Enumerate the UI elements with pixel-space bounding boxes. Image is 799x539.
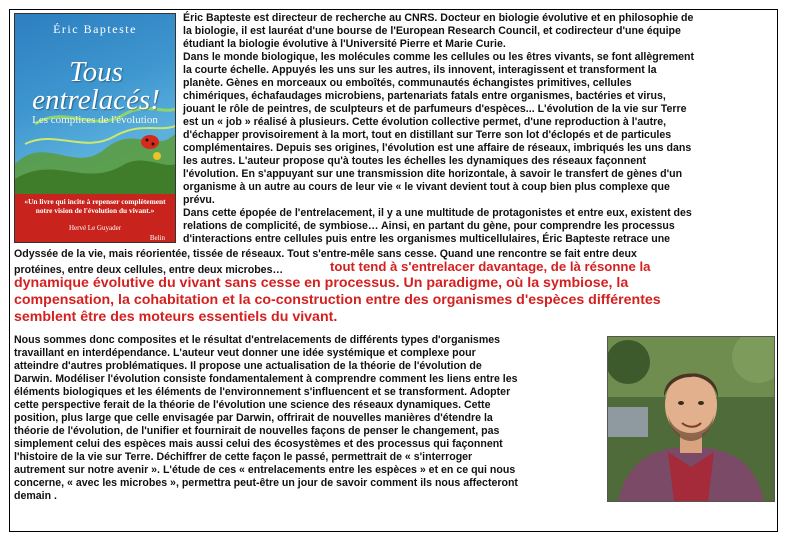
highlight-line: semblent être des moteurs essentiels du vivant. <box>14 309 338 325</box>
text-line: cette perspective ferait de la théorie de l'évolution une science des réseaux dynamiques. Cette <box>14 399 491 411</box>
text-line: simplement celui des espèces mais aussi celui des écosystèmes et des processus qui façonnent <box>14 438 503 450</box>
text-line: l'histoire de la vie sur Terre. Déchiffrer de cette façon le passé, permettrait de « s'interroger <box>14 451 473 463</box>
highlight-line: tout tend à s'entrelacer davantage, de là résonne la <box>330 259 651 274</box>
text-line: atteindre d'autres problématiques. Il propose une actualisation de la théorie de l'évolution de <box>14 360 482 372</box>
text-line: Darwin. Modéliser l'évolution consiste fondamentalement à comprendre comment les liens entre les <box>14 373 518 385</box>
text-line: prévu. <box>183 194 215 206</box>
text-line: Dans le monde biologique, les molécules comme les cellules ou les êtres vivants, se font allègrement <box>183 51 695 63</box>
text-line: Nous sommes donc composites et le résultat d'entrelacements de différents types d'organismes <box>14 334 501 346</box>
text-line: organisme à un autre au cours de leur vie « le vivant devient tout à coup bien plus complexe que <box>183 181 670 193</box>
cover-title-line2: entrelacés! <box>32 84 160 116</box>
text-line: d'interactions entre cellules puis entre les organismes multicellulaires, Éric Bapteste retrace une <box>183 233 671 245</box>
text-line: les autres. L'auteur propose qu'à toutes les échelles les dynamiques des réseaux façonnent <box>183 155 647 167</box>
text-line: Dans cette épopée de l'entrelacement, il y a une multitude de protagonistes et entre eux, existent des <box>183 207 692 219</box>
cover-publisher: Belin <box>149 234 165 242</box>
text-line: autrement sur notre avenir ». L'étude de ces « entrelacements entre les espèces » et en ce qui nous <box>14 464 516 476</box>
text-line: jouant le rôle de peintres, de sculpteurs et de parfumeurs d'espèces... L'évolution de la vie sur Terre <box>183 103 687 115</box>
text-line: travaillant en interdépendance. L'auteur veut donner une idée systémique et complexe pour <box>14 347 476 359</box>
text-line: Éric Bapteste est directeur de recherche au CNRS. Docteur en biologie évolutive et en philosophie de <box>183 12 694 24</box>
text-line: d'échapper provisoirement à la mort, tout en distillant sur Terre son lot d'éclopés et de particules <box>183 129 672 141</box>
portrait-illustration <box>608 337 774 501</box>
text-line: relations de complicité, de symbiose… Ainsi, en partant du gène, pour comprendre les processus <box>183 220 675 232</box>
text-line: la biologie, il est lauréat d'une bourse de l'European Research Council, et codirecteur d'une équipe <box>183 25 681 37</box>
text-line: éléments biologiques et les éléments de l'environnement s'influencent et se transforment. Adopter <box>14 386 511 398</box>
highlight-line: compensation, la cohabitation et la co-construction entre des organismes d'espèces différentes <box>14 292 661 308</box>
text-line: complémentaires. Depuis ses origines, l'évolution est une affaire de réseaux, imbriqués les uns dans <box>183 142 692 154</box>
text-line: Odyssée de la vie, mais réorientée, tissée de réseaux. Tout s'entre-mêle sans cesse. Quand une rencontre se fait entre deux <box>14 248 637 260</box>
cover-title <box>21 58 171 114</box>
text-line: planète. Gènes en morceaux ou emboîtés, communautés échangistes primitives, cellules <box>183 77 632 89</box>
text-line: théorie de l'évolution, de l'unifier et fournirait de nouvelles façons de penser le changement, pas <box>14 425 500 437</box>
text-line: est un « job » réalisé à plusieurs. Cette évolution collective permet, d'une reproduction à l'autre, <box>183 116 667 128</box>
text-line: la courte échelle. Appuyés les uns sur les autres, ils innovent, interagissent et transforment la <box>183 64 657 76</box>
text-line: concerne, « avec les microbes », permettra peut-être un jour de savoir comment ils nous affecteront <box>14 477 518 489</box>
cover-author: Éric Bapteste <box>53 22 137 36</box>
highlight-line: dynamique évolutive du vivant sans cesse en processus. Un paradigme, où la symbiose, la <box>14 275 629 291</box>
text-line: étudiant la biologie évolutive à l'Université Pierre et Marie Curie. <box>183 38 506 50</box>
text-line: demain . <box>14 490 57 502</box>
cover-subtitle: Les complices de l'évolution <box>32 114 158 126</box>
cover-quote: «Un livre qui incite à repenser complètement notre vision de l'évolution du vivant.» <box>24 197 166 215</box>
text-line: protéines, entre deux cellules, entre deux microbes… <box>14 264 284 276</box>
text-line: chimériques, échafaudages microbiens, partenariats fatals entre organismes, bactéries et virus, <box>183 90 666 102</box>
book-cover <box>14 13 176 243</box>
cover-title-line1: Tous <box>69 56 123 88</box>
text-line: l'évolution. En s'appuyant sur une transmission dite horizontale, à savoir le transfert de gènes d'un <box>183 168 683 180</box>
text-line: position, plus large que celle envisagée par Darwin, offrirait de nouvelles manières d'étendre la <box>14 412 493 424</box>
cover-quote-author: Hervé Le Guyader <box>68 224 122 232</box>
author-portrait <box>607 336 775 502</box>
